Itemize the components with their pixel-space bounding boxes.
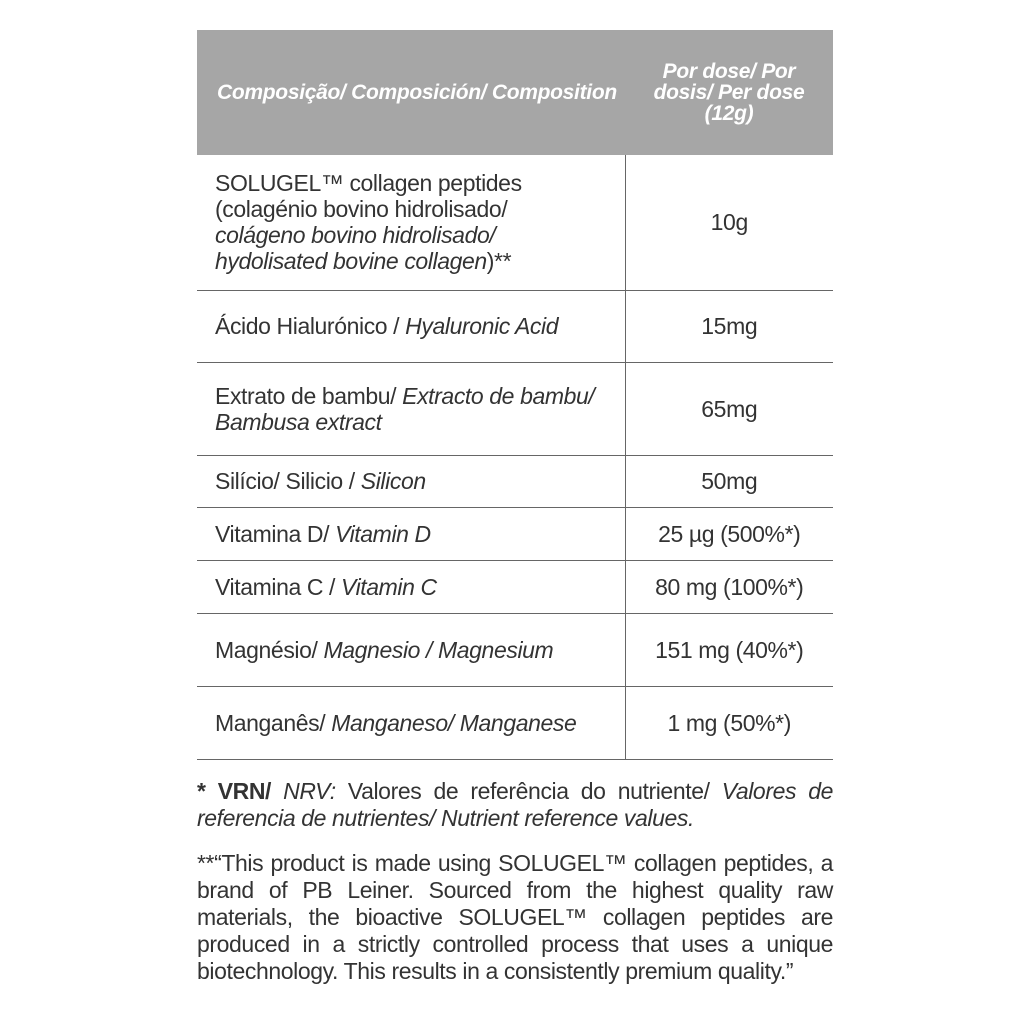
ingredient-value: 1 mg (50%*) (625, 686, 833, 759)
vrn-footnote (197, 778, 833, 832)
table-row (197, 560, 833, 613)
ingredient-name-line: (colagénio bovino hidrolisado/ (215, 196, 508, 223)
ingredient-name-italic: Manganeso/ Manganese (331, 709, 577, 736)
ingredient-value: 15mg (625, 290, 833, 362)
ingredient-name (197, 290, 625, 362)
header-composition: Composição/ Composición/ Composition (197, 30, 625, 155)
ingredient-name-italic: hydolisated bovine collagen (215, 248, 487, 275)
ingredient-name-line: SOLUGEL™ collagen peptides (215, 170, 522, 197)
ingredient-value: 50mg (625, 455, 833, 507)
ingredient-name-italic: colágeno bovino hidrolisado/ (215, 222, 496, 249)
ingredient-name (197, 155, 625, 290)
ingredient-name-italic: Extracto de bambu/ Bambusa extract (215, 382, 595, 435)
solugel-footnote: **“This product is made using SOLUGEL™ collagen peptides, a brand of PB Leiner. Sourced from the highest quality raw materials, the bioactive SOLUGEL™ collagen peptides are produced in a strictly controlled process that uses a unique biotechnology. This results in a consistently premium quality.” (197, 849, 833, 984)
composition-table (197, 30, 833, 760)
table-row (197, 507, 833, 560)
ingredient-name (197, 455, 625, 507)
footnotes (197, 778, 833, 985)
ingredient-name (197, 686, 625, 759)
ingredient-name-plain: Magnésio/ (215, 636, 324, 663)
ingredient-name-plain: Ácido Hialurónico / (215, 313, 406, 339)
ingredient-name (197, 560, 625, 613)
table-row (197, 362, 833, 455)
vrn-definition: Valores de referência do nutriente/ (335, 777, 722, 804)
ingredient-name-italic: Vitamin C (341, 573, 437, 600)
table-row (197, 613, 833, 686)
nrv-abbr: NRV: (271, 777, 336, 804)
ingredient-name-italic: Vitamin D (335, 520, 431, 547)
table-header-row (197, 30, 833, 155)
vrn-abbr: VRN/ (217, 777, 272, 804)
ingredient-name-italic: Hyaluronic Acid (405, 313, 559, 339)
ingredient-value: 65mg (625, 362, 833, 455)
ingredient-name-plain: Vitamina C / (215, 573, 342, 600)
table-row (197, 686, 833, 759)
ingredient-name-plain: Extrato de bambu/ (215, 382, 403, 409)
ingredient-name-plain: Vitamina D/ (215, 520, 336, 547)
ingredient-name-plain: Manganês/ (215, 709, 332, 736)
ingredient-name-plain: Silício/ Silicio / (215, 468, 361, 494)
ingredient-value: 80 mg (100%*) (625, 560, 833, 613)
table-row (197, 155, 833, 290)
ingredient-name-italic: Magnesio / Magnesium (323, 636, 554, 663)
nutrition-panel (197, 30, 833, 985)
ingredient-name (197, 613, 625, 686)
ingredient-value: 25 µg (500%*) (625, 507, 833, 560)
ingredient-name-italic: Silicon (360, 468, 426, 494)
ingredient-name-suffix: )** (486, 248, 512, 275)
ingredient-value: 10g (625, 155, 833, 290)
ingredient-name (197, 362, 625, 455)
table-row (197, 290, 833, 362)
ingredient-name (197, 507, 625, 560)
header-per-dose: Por dose/ Por dosis/ Per dose (12g) (625, 30, 833, 155)
table-row (197, 455, 833, 507)
vrn-definition-italic: Valores de referencia de nutrientes/ Nutrient reference values. (197, 777, 833, 831)
ingredient-value: 151 mg (40%*) (625, 613, 833, 686)
vrn-star: * (197, 777, 218, 804)
